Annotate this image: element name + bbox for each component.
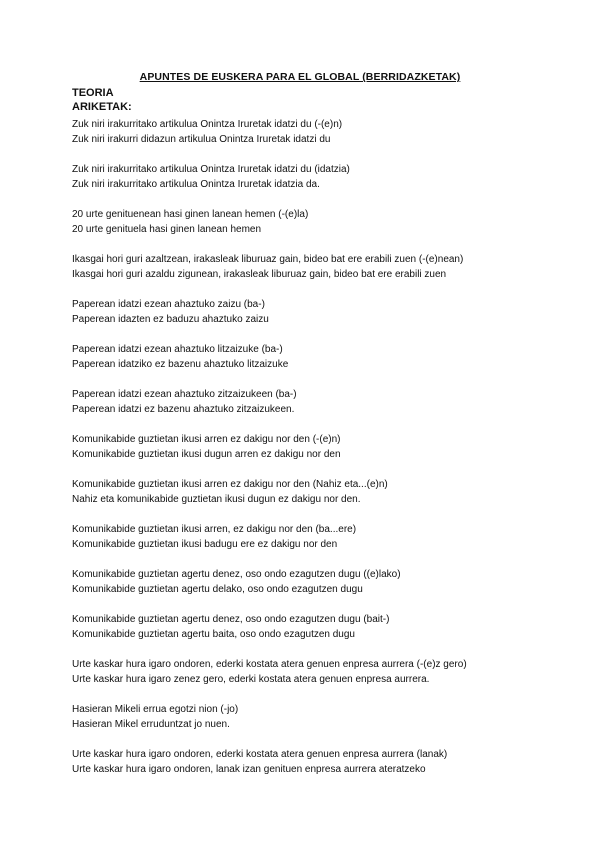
exercise-item bbox=[72, 522, 572, 552]
exercise-rewrite: Paperean idazten ez baduzu ahaztuko zaizu bbox=[72, 314, 269, 325]
exercise-original: 20 urte genituenean hasi ginen lanean hemen (-(e)la) bbox=[72, 209, 309, 220]
exercise-original: Urte kaskar hura igaro ondoren, ederki kostata atera genuen enpresa aurrera (lanak) bbox=[72, 749, 448, 760]
exercise-item bbox=[72, 297, 572, 327]
exercise-original: Komunikabide guztietan ikusi arren ez dakigu nor den (-(e)n) bbox=[72, 434, 341, 445]
exercise-rewrite: Paperean idatzi ez bazenu ahaztuko zitzaizukeen. bbox=[72, 404, 295, 415]
exercise-original: Paperean idatzi ezean ahaztuko zaizu (ba-) bbox=[72, 299, 265, 310]
exercise-rewrite: Komunikabide guztietan agertu baita, oso ondo ezagutzen dugu bbox=[72, 629, 355, 640]
exercise-rewrite: Paperean idatziko ez bazenu ahaztuko litzaizuke bbox=[72, 359, 289, 370]
section-heading-ariketak: ARIKETAK: bbox=[72, 101, 132, 113]
exercise-rewrite: Ikasgai hori guri azaldu zigunean, irakasleak liburuaz gain, bideo bat ere erabili zuen bbox=[72, 269, 447, 280]
exercise-original: Urte kaskar hura igaro ondoren, ederki kostata atera genuen enpresa aurrera (-(e)z gero) bbox=[72, 659, 467, 670]
exercise-item bbox=[72, 567, 572, 597]
exercise-rewrite: Urte kaskar hura igaro ondoren, lanak izan genituen enpresa aurrera ateratzeko bbox=[72, 764, 426, 775]
exercise-item bbox=[72, 747, 572, 777]
exercise-original: Ikasgai hori guri azaltzean, irakasleak liburuaz gain, bideo bat ere erabili zuen (-(e)nean) bbox=[72, 254, 464, 265]
exercise-rewrite: Zuk niri irakurritako artikulua Onintza Iruretak idatzia da. bbox=[72, 179, 320, 190]
exercise-original: Hasieran Mikeli errua egotzi nion (-jo) bbox=[72, 704, 239, 715]
exercise-item bbox=[72, 702, 572, 732]
exercise-rewrite: Komunikabide guztietan ikusi dugun arren ez dakigu nor den bbox=[72, 449, 341, 460]
exercise-item bbox=[72, 342, 572, 372]
exercise-rewrite: Nahiz eta komunikabide guztietan ikusi dugun ez dakigu nor den. bbox=[72, 494, 361, 505]
exercise-original: Paperean idatzi ezean ahaztuko litzaizuke (ba-) bbox=[72, 344, 283, 355]
section-heading-teoria: TEORIA bbox=[72, 87, 114, 99]
exercise-original: Zuk niri irakurritako artikulua Onintza Iruretak idatzi du (-(e)n) bbox=[72, 119, 343, 130]
exercise-item bbox=[72, 432, 572, 462]
page-title: APUNTES DE EUSKERA PARA EL GLOBAL (BERRIDAZKETAK) bbox=[139, 71, 461, 83]
exercise-original: Komunikabide guztietan ikusi arren ez dakigu nor den (Nahiz eta...(e)n) bbox=[72, 479, 388, 490]
exercise-item bbox=[72, 657, 572, 687]
exercise-rewrite: Komunikabide guztietan ikusi badugu ere ez dakigu nor den bbox=[72, 539, 338, 550]
exercise-original: Komunikabide guztietan ikusi arren, ez dakigu nor den (ba...ere) bbox=[72, 524, 357, 535]
exercise-original: Zuk niri irakurritako artikulua Onintza Iruretak idatzi du (idatzia) bbox=[72, 164, 350, 175]
exercise-rewrite: Komunikabide guztietan agertu delako, oso ondo ezagutzen dugu bbox=[72, 584, 363, 595]
exercise-item bbox=[72, 612, 572, 642]
exercise-rewrite: Urte kaskar hura igaro zenez gero, ederki kostata atera genuen enpresa aurrera. bbox=[72, 674, 430, 685]
exercise-item bbox=[72, 387, 572, 417]
exercise-item bbox=[72, 207, 572, 237]
exercise-item bbox=[72, 477, 572, 507]
exercise-rewrite: Hasieran Mikel erruduntzat jo nuen. bbox=[72, 719, 230, 730]
exercise-list bbox=[72, 117, 572, 792]
exercise-original: Komunikabide guztietan agertu denez, oso ondo ezagutzen dugu (bait-) bbox=[72, 614, 390, 625]
exercise-rewrite: Zuk niri irakurri didazun artikulua Onintza Iruretak idatzi du bbox=[72, 134, 331, 145]
exercise-rewrite: 20 urte genituela hasi ginen lanean hemen bbox=[72, 224, 262, 235]
exercise-original: Komunikabide guztietan agertu denez, oso ondo ezagutzen dugu ((e)lako) bbox=[72, 569, 401, 580]
exercise-item bbox=[72, 252, 572, 282]
exercise-original: Paperean idatzi ezean ahaztuko zitzaizukeen (ba-) bbox=[72, 389, 297, 400]
exercise-item bbox=[72, 162, 572, 192]
exercise-item bbox=[72, 117, 572, 147]
